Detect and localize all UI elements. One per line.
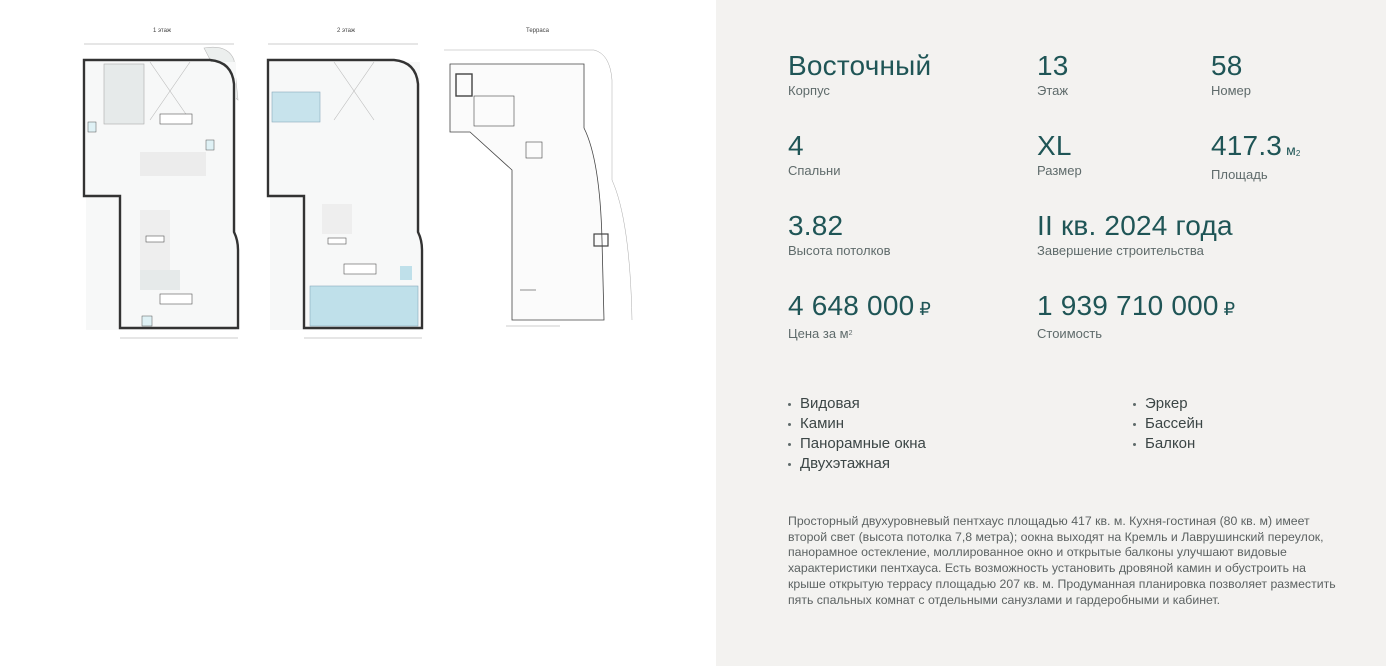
features-list-left — [788, 394, 926, 474]
bullet-icon — [788, 443, 791, 446]
number-value: 58 — [1211, 50, 1243, 81]
completion-value: II кв. 2024 года — [1037, 210, 1233, 241]
feature-item — [1133, 394, 1203, 414]
price-per-m-label-sup: 2 — [848, 330, 853, 337]
terrace-plan — [444, 50, 632, 326]
price-per-m-row — [788, 290, 931, 325]
terrace-title: Терраса — [526, 28, 550, 34]
size-value: XL — [1037, 130, 1072, 161]
floor2-plan — [268, 44, 422, 338]
features-list-right — [1133, 394, 1203, 454]
size-label: Размер — [1037, 163, 1082, 178]
total-value: 1 939 710 000 — [1037, 290, 1219, 321]
area-unit: м — [1286, 142, 1296, 158]
price-per-m-label-row — [788, 326, 931, 342]
total-row — [1037, 290, 1235, 325]
floor1-plan — [84, 44, 238, 338]
floor-value: 13 — [1037, 50, 1069, 81]
feature-label: Эркер — [1145, 395, 1188, 412]
stat-total — [1037, 290, 1235, 342]
ceiling-label: Высота потолков — [788, 243, 891, 258]
number-label: Номер — [1211, 83, 1252, 98]
bullet-icon — [788, 463, 791, 466]
stat-building — [788, 50, 931, 99]
feature-label: Панорамные окна — [800, 435, 926, 452]
price-per-m-value: 4 648 000 — [788, 290, 915, 321]
bullet-icon — [788, 403, 791, 406]
feature-label: Видовая — [800, 395, 860, 412]
stat-completion — [1037, 210, 1233, 259]
building-value: Восточный — [788, 50, 932, 81]
stat-number — [1211, 50, 1251, 99]
feature-label: Бассейн — [1145, 415, 1204, 432]
total-label: Стоимость — [1037, 326, 1103, 341]
bullet-icon — [1133, 443, 1136, 446]
feature-label: Двухэтажная — [800, 455, 890, 472]
floor2-title: 2 этаж — [337, 28, 355, 34]
feature-item — [788, 434, 926, 454]
stat-price-per-m — [788, 290, 931, 342]
area-value-row — [1211, 130, 1301, 166]
feature-item — [1133, 414, 1203, 434]
stat-area — [1211, 130, 1301, 183]
floor-label: Этаж — [1037, 83, 1069, 98]
area-value: 417.3 — [1211, 130, 1283, 161]
ceiling-value: 3.82 — [788, 210, 844, 241]
feature-item — [788, 394, 926, 414]
price-per-m-label: Цена за м — [788, 326, 849, 341]
bullet-icon — [1133, 403, 1136, 406]
bullet-icon — [788, 423, 791, 426]
feature-label: Балкон — [1145, 435, 1196, 452]
stat-bedrooms — [788, 130, 840, 179]
feature-label: Камин — [800, 415, 845, 432]
bullet-icon — [1133, 423, 1136, 426]
feature-item — [788, 414, 926, 434]
area-unit-sup: 2 — [1295, 149, 1301, 158]
bedrooms-label: Спальни — [788, 163, 841, 178]
feature-item — [1133, 434, 1203, 454]
floor1-title: 1 этаж — [153, 28, 171, 34]
bedrooms-value: 4 — [788, 130, 804, 161]
stat-floor — [1037, 50, 1069, 99]
ruble-icon: ₽ — [1223, 299, 1236, 319]
stat-size — [1037, 130, 1082, 179]
feature-item — [788, 454, 926, 474]
area-label: Площадь — [1211, 167, 1268, 182]
stat-ceiling — [788, 210, 891, 259]
apartment-description: Просторный двухуровневый пентхаус площадью 417 кв. м. Кухня-гостиная (80 кв. м) имеет второй свет (высота потолка 7,8 метра); оокна выходят на Кремль и Лаврушинский переулок, панорамное остекление, моллированное окно и открытые балконы улучшают видовые характеристики пентхауса. Есть возможность установить дровяной камин и обустроить на крыше открытую террасу площадью 207 кв. м. Продуманная планировка позволяет разместить пять спальных комнат с отдельными санузлами и гардеробными и кабинет. — [788, 514, 1336, 607]
building-label: Корпус — [788, 83, 830, 98]
ruble-icon: ₽ — [919, 299, 932, 319]
completion-label: Завершение строительства — [1037, 243, 1204, 258]
